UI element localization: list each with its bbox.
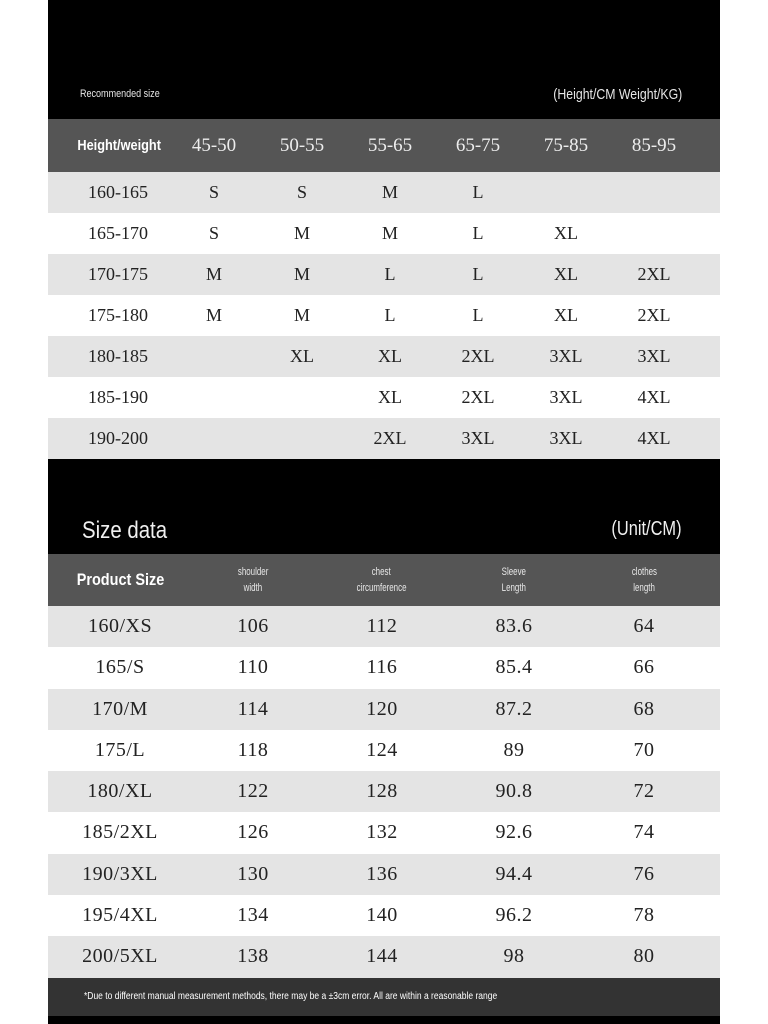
header-sleeve-line2: Length	[501, 582, 527, 594]
table-row	[48, 606, 720, 647]
size-cell: M	[293, 223, 310, 243]
size-cell: XL	[378, 387, 402, 407]
shoulder-width-cell: 118	[237, 738, 269, 761]
weight-header-cell	[610, 119, 698, 172]
header-sleeve-length-label	[500, 564, 529, 596]
table-row	[48, 771, 720, 812]
size-data-title: Size data	[82, 517, 168, 544]
weight-header-label: 50-55	[279, 134, 325, 156]
size-cell: M	[205, 305, 222, 325]
product-size-cell: 190/3XL	[82, 862, 158, 885]
size-cell: S	[208, 223, 219, 243]
clothes-length-cell: 74	[633, 821, 655, 844]
size-cell: 2XL	[373, 428, 407, 448]
shoulder-width-cell: 114	[237, 697, 269, 720]
sleeve-length-cell: 85.4	[495, 656, 533, 679]
header-chest-cell	[327, 554, 437, 606]
product-size-cell: 200/5XL	[82, 945, 158, 968]
sleeve-length-cell: 98	[503, 945, 525, 968]
size-cell	[258, 418, 346, 459]
size-cell: L	[384, 264, 396, 284]
size-cell: 4XL	[637, 387, 671, 407]
weight-header-cell	[346, 119, 434, 172]
size-cell: M	[293, 305, 310, 325]
shoulder-width-cell: 134	[237, 904, 269, 927]
height-range-cell: 170-175	[88, 264, 148, 284]
product-size-cell: 160/XS	[87, 615, 153, 637]
size-cell	[258, 377, 346, 418]
size-cell: L	[472, 182, 484, 202]
header-shoulder-line1: shoulder	[237, 566, 269, 578]
weight-header-cell	[258, 119, 346, 172]
size-cell	[610, 213, 698, 254]
clothes-length-cell: 68	[633, 697, 655, 720]
size-cell: 2XL	[461, 346, 495, 366]
recommended-units-label: (Height/CM Weight/KG)	[553, 86, 682, 103]
header-height-weight-cell	[48, 119, 190, 172]
shoulder-width-cell: 106	[237, 615, 269, 637]
recommended-size-label: Recommended size	[80, 88, 160, 100]
weight-header-label: 55-65	[367, 134, 413, 156]
product-size-cell: 180/XL	[87, 780, 153, 803]
size-cell: 3XL	[549, 346, 583, 366]
chest-circumference-cell: 128	[366, 780, 398, 803]
header-clothes-length-cell	[589, 554, 699, 606]
table-row	[48, 647, 720, 688]
footer-note: *Due to different manual measurement methods, there may be a ±3cm error. All are within a reasonable range	[84, 991, 498, 1002]
header-product-size-label: Product Size	[76, 570, 164, 589]
chest-circumference-cell: 132	[366, 821, 398, 844]
shoulder-width-cell: 110	[237, 656, 269, 679]
recommended-table-header	[48, 119, 720, 172]
size-data-units: (Unit/CM)	[611, 518, 682, 540]
weight-header-cell	[434, 119, 522, 172]
weight-header-label: 75-85	[543, 134, 589, 156]
table-row	[48, 895, 720, 936]
size-cell: L	[472, 305, 484, 325]
header-shoulder-width-cell	[198, 554, 308, 606]
size-data-table-body	[48, 606, 720, 978]
recommended-table-body	[48, 172, 720, 459]
size-cell	[170, 336, 258, 377]
weight-header-label: 65-75	[455, 134, 501, 156]
table-row	[48, 254, 720, 295]
product-size-cell: 165/S	[95, 656, 145, 679]
height-range-cell: 190-200	[88, 428, 148, 448]
header-sleeve-length-cell	[459, 554, 569, 606]
sleeve-length-cell: 83.6	[495, 615, 533, 637]
size-cell	[170, 418, 258, 459]
clothes-length-cell: 70	[633, 738, 655, 761]
clothes-length-cell: 66	[633, 656, 655, 679]
size-cell: L	[472, 223, 484, 243]
sleeve-length-cell: 94.4	[495, 862, 533, 885]
size-cell: 2XL	[637, 305, 671, 325]
product-size-cell: 195/4XL	[82, 904, 158, 927]
header-chest-label	[353, 564, 412, 596]
table-row	[48, 377, 720, 418]
clothes-length-cell: 76	[633, 862, 655, 885]
header-height-weight-label: Height/weight	[77, 137, 161, 154]
size-data-table-header	[48, 554, 720, 606]
weight-header-label: 85-95	[631, 134, 677, 156]
table-row	[48, 936, 720, 977]
size-cell: M	[381, 182, 398, 202]
header-clothes-line1: clothes	[631, 566, 657, 578]
table-row	[48, 730, 720, 771]
height-range-cell: 180-185	[88, 346, 148, 366]
size-cell: M	[293, 264, 310, 284]
size-cell: S	[296, 182, 307, 202]
height-range-cell: 185-190	[88, 387, 148, 407]
shoulder-width-cell: 138	[237, 945, 269, 968]
table-row	[48, 812, 720, 853]
chest-circumference-cell: 140	[366, 904, 398, 927]
size-cell: 3XL	[461, 428, 495, 448]
size-chart-page	[48, 0, 720, 1024]
size-cell: XL	[554, 305, 578, 325]
height-range-cell: 160-165	[88, 182, 148, 202]
size-cell: S	[208, 182, 219, 202]
size-cell	[170, 377, 258, 418]
clothes-length-cell: 80	[633, 945, 655, 968]
header-sleeve-line1: Sleeve	[501, 566, 527, 578]
sleeve-length-cell: 96.2	[495, 904, 533, 927]
size-cell: XL	[290, 346, 314, 366]
chest-circumference-cell: 144	[366, 945, 398, 968]
shoulder-width-cell: 130	[237, 862, 269, 885]
size-cell: 3XL	[549, 387, 583, 407]
size-cell: 4XL	[637, 428, 671, 448]
size-cell	[522, 172, 610, 213]
shoulder-width-cell: 122	[237, 780, 269, 803]
table-row	[48, 213, 720, 254]
size-cell: L	[472, 264, 484, 284]
table-row	[48, 689, 720, 730]
size-cell: XL	[378, 346, 402, 366]
height-range-cell: 175-180	[88, 305, 148, 325]
table-row	[48, 336, 720, 377]
header-clothes-line2: length	[633, 582, 655, 594]
weight-header-label: 45-50	[191, 134, 237, 156]
header-clothes-length-label	[629, 564, 659, 596]
sleeve-length-cell: 87.2	[495, 697, 533, 720]
size-cell	[610, 172, 698, 213]
size-cell: XL	[554, 264, 578, 284]
clothes-length-cell: 78	[633, 904, 655, 927]
header-chest-line2: circumference	[357, 582, 407, 594]
sleeve-length-cell: 89	[503, 738, 525, 761]
size-cell: XL	[554, 223, 578, 243]
chest-circumference-cell: 116	[366, 656, 398, 679]
clothes-length-cell: 72	[633, 780, 655, 803]
weight-header-cell	[170, 119, 258, 172]
chest-circumference-cell: 120	[366, 697, 398, 720]
size-cell: 3XL	[549, 428, 583, 448]
table-row	[48, 854, 720, 895]
header-chest-line1: chest	[372, 566, 392, 578]
weight-header-cell	[522, 119, 610, 172]
height-range-cell: 165-170	[88, 223, 148, 243]
header-shoulder-width-label	[235, 564, 271, 596]
size-cell: M	[205, 264, 222, 284]
table-row	[48, 418, 720, 459]
chest-circumference-cell: 136	[366, 862, 398, 885]
chest-circumference-cell: 112	[366, 615, 398, 637]
size-cell: 3XL	[637, 346, 671, 366]
clothes-length-cell: 64	[633, 615, 655, 637]
product-size-cell: 185/2XL	[82, 821, 158, 844]
shoulder-width-cell: 126	[237, 821, 269, 844]
header-shoulder-line2: width	[243, 582, 263, 594]
sleeve-length-cell: 90.8	[495, 780, 533, 803]
header-product-size-cell	[48, 554, 192, 606]
chest-circumference-cell: 124	[366, 738, 398, 761]
size-cell: 2XL	[461, 387, 495, 407]
size-cell: 2XL	[637, 264, 671, 284]
footer-note-bar	[48, 978, 720, 1016]
sleeve-length-cell: 92.6	[495, 821, 533, 844]
table-row	[48, 295, 720, 336]
product-size-cell: 170/M	[92, 697, 148, 720]
size-cell: M	[381, 223, 398, 243]
table-row	[48, 172, 720, 213]
product-size-cell: 175/L	[94, 738, 146, 761]
size-cell: L	[384, 305, 396, 325]
